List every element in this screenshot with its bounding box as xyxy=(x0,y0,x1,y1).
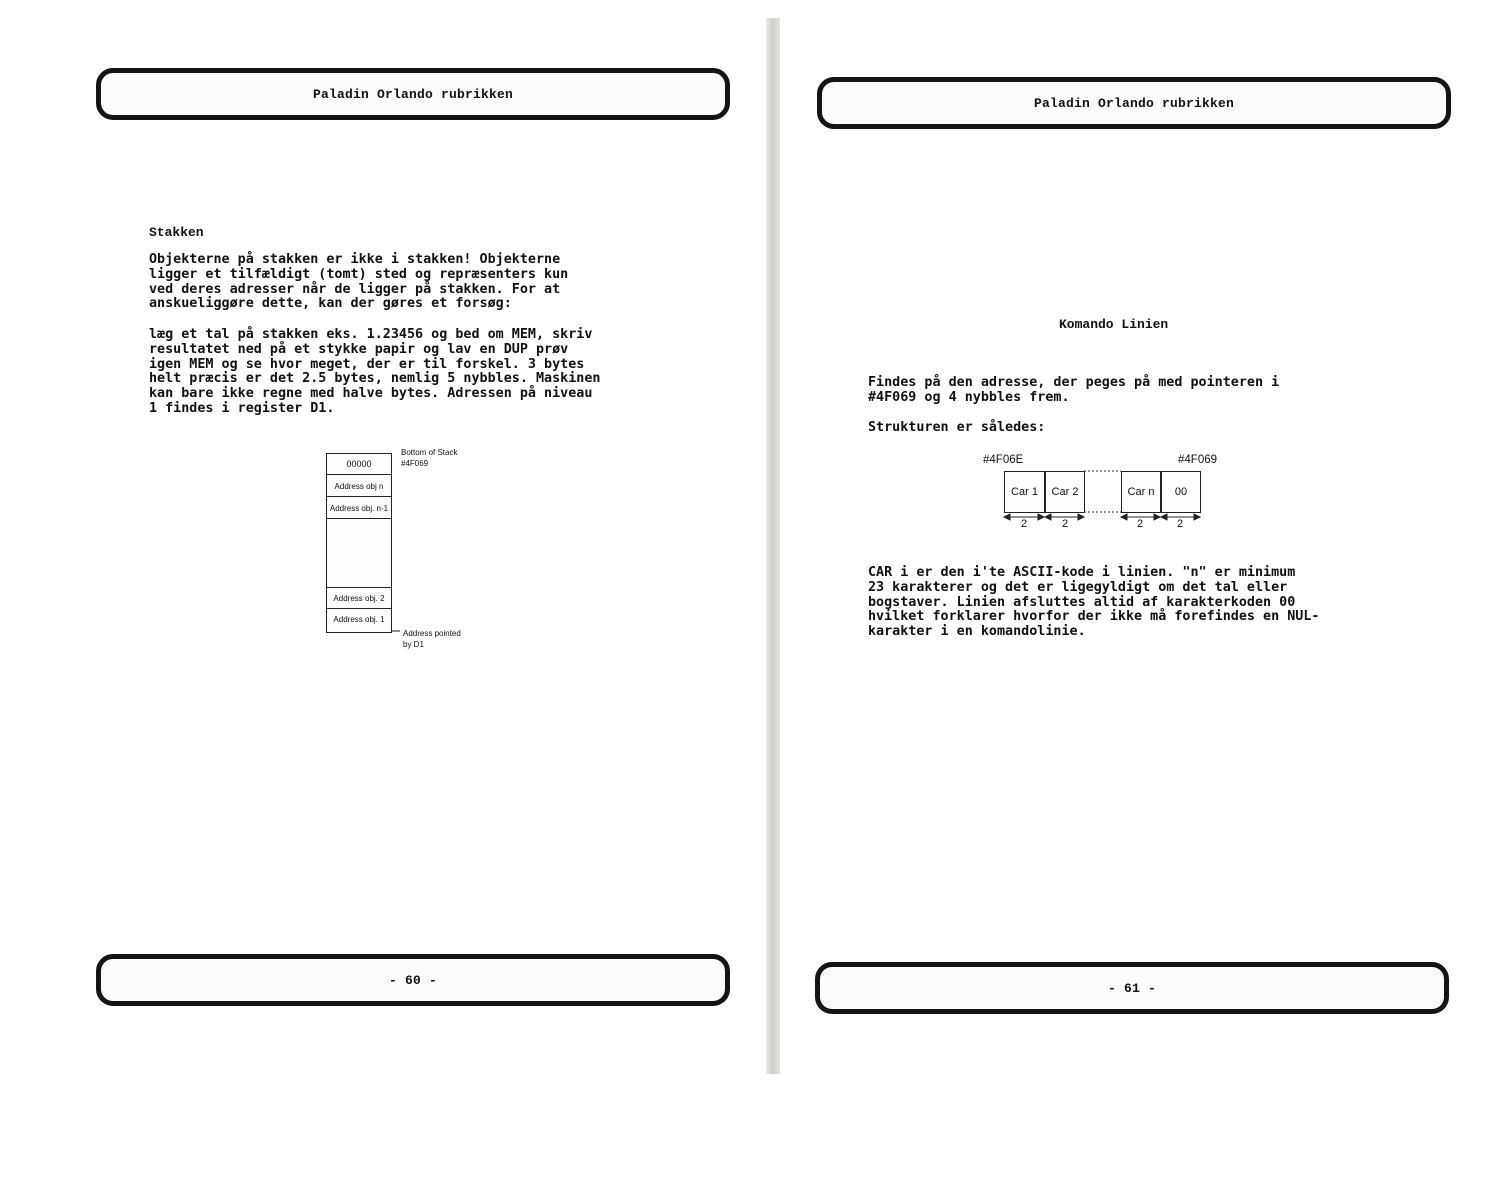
structure-arrowhead xyxy=(1045,514,1051,520)
structure-arrowhead xyxy=(1194,514,1200,520)
structure-size-label: 2 xyxy=(1020,518,1028,530)
structure-arrowhead xyxy=(1004,514,1010,520)
stack-cell: Address obj n xyxy=(327,476,391,497)
structure-address-right: #4F069 xyxy=(1178,454,1218,466)
stack-cell: Address obj. 1 xyxy=(333,614,385,624)
left-paragraph-2: læg et tal på stakken eks. 1.23456 og bed om MEM, skriv resultatet ned på et stykke papir og lav en DUP prøv igen MEM og se hvor meget, der er til forskel. 3 bytes helt præcis er det 2.5 bytes, nemlig 5 nybbles. Maskinen kan bare ikke regne med halve bytes. Adressen på niveau 1 findes i register D1. xyxy=(149,327,601,416)
right-footer-band xyxy=(815,962,1449,1014)
stack-cell: Address obj. 2 xyxy=(327,587,391,609)
stack-label-bottom: Address pointed by D1 xyxy=(403,629,461,649)
stack-cell: Address obj. n-1 xyxy=(327,498,391,519)
right-heading: Komando Linien xyxy=(1059,317,1169,332)
structure-arrowhead xyxy=(1161,514,1167,520)
structure-arrowhead xyxy=(1121,514,1127,520)
left-header-title: Paladin Orlando rubrikken xyxy=(312,86,514,102)
structure-size-label: 2 xyxy=(1136,518,1144,530)
right-paragraph-2: Strukturen er således: xyxy=(868,420,1046,435)
structure-size-label: 2 xyxy=(1061,518,1069,530)
structure-address-left: #4F06E xyxy=(983,454,1024,466)
structure-box-car-n: Car n xyxy=(1121,471,1161,513)
structure-arrowhead xyxy=(1078,514,1084,520)
stack-cell-bottom: 00000 xyxy=(327,454,391,475)
right-paragraph-3: CAR i er den i'te ASCII-kode i linien. "n" er minimum 23 karakterer og det er ligegyldigt om det tal eller bogstaver. Linien afsluttes altid af karakterkoden 00 hvilket forklarer hvorfor der ikke må forefindes en NUL- karakter i en komandolinie. xyxy=(868,565,1320,640)
structure-box-car-1: Car 1 xyxy=(1004,471,1045,513)
right-page-number: - 61 - xyxy=(1107,980,1156,996)
structure-box-car-2: Car 2 xyxy=(1045,471,1085,513)
structure-arrowhead xyxy=(1154,514,1160,520)
right-header-title: Paladin Orlando rubrikken xyxy=(1033,95,1235,111)
left-heading: Stakken xyxy=(149,225,204,240)
structure-arrowhead xyxy=(1038,514,1044,520)
stack-label-top: Bottom of Stack #4F069 xyxy=(401,448,458,468)
right-paragraph-1: Findes på den adresse, der peges på med pointeren i #4F069 og 4 nybbles frem. xyxy=(868,375,1280,405)
left-page-number: - 60 - xyxy=(388,972,437,988)
left-paragraph-1: Objekterne på stakken er ikke i stakken! Objekterne ligger et tilfældigt (tomt) sted og repræsenters kun ved deres adresser når de ligger på stakken. For at anskueliggøre dette, kan der gøres et forsøg: xyxy=(149,252,569,312)
structure-size-label: 2 xyxy=(1176,518,1184,530)
structure-box-terminator: 00 xyxy=(1161,471,1201,513)
